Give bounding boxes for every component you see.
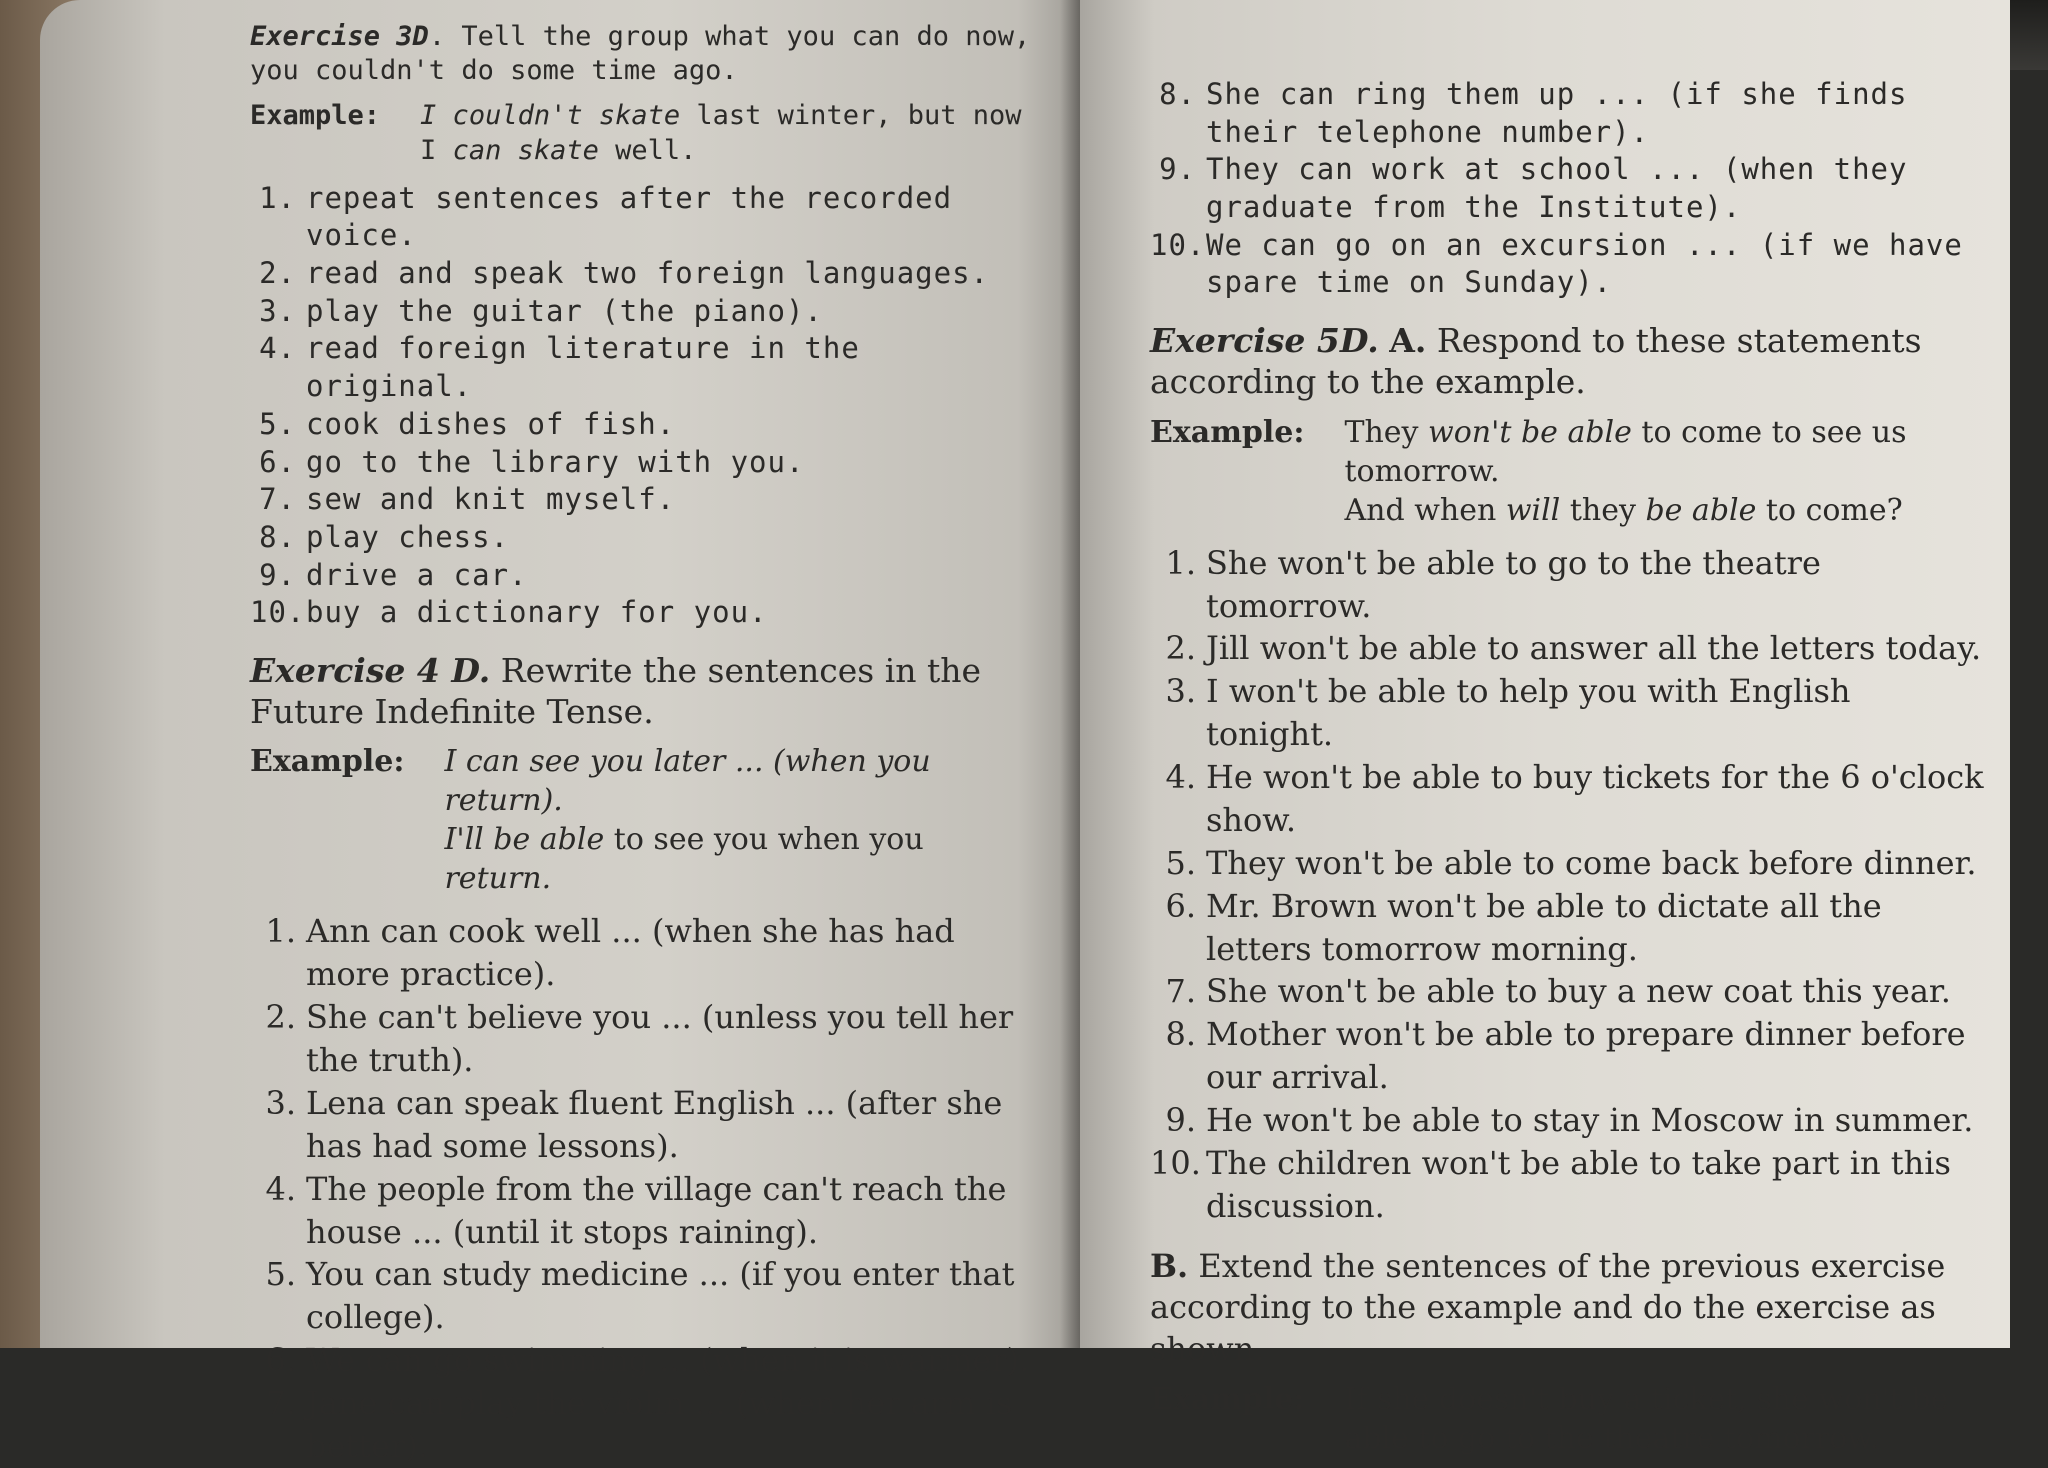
example-plain: And when [1344,492,1506,528]
exercise-3d-title [250,20,1036,88]
part-b-instruction: Extend the sentences of the previous exercise according to the example and do the exercise as shown. [1150,1246,1946,1368]
list-item: 1. repeat sentences after the recorded voice. [259,180,953,253]
exercise-3d-continued [1150,76,1986,302]
list-item: 8. Mother won't be able to prepare dinner before our arrival. [1165,1015,1966,1097]
example-italic: return. [444,861,552,897]
list-item: 8. play chess. [259,519,510,554]
exercise-4d-instruction: Rewrite the sentences in the Future Indefinite Tense. [250,650,982,732]
list-item: 4. He won't be able to buy tickets for the 6 o'clock show. [1165,758,1984,839]
exercise-5d-instruction: Respond to these statements according to the example. [1150,321,1922,402]
list-item: 9. He won't be able to stay in Moscow in summer. [1165,1101,1974,1139]
example-plain: they [1560,492,1646,528]
list-item: 1. Ann can cook well ... (when she has had more practice). [265,912,955,994]
exercise-5d-example [1150,413,1986,530]
example-italic: I couldn't skate [420,99,681,131]
part-a-letter: A. [1389,321,1427,361]
list-item: 1. She won't be able to go to the theatre tomorrow. [1165,543,1821,625]
example-italic: I'll be able [444,822,605,858]
exercise-3d-continued-list [1150,76,1986,302]
list-item: 10. The children won't be able to take part in this discussion. [1150,1143,1951,1225]
exercise-3d-label: Exercise 3D [250,21,429,52]
example-plain: They [1344,414,1429,450]
example-label: Example: [1150,1382,1305,1418]
list-item: 5. They won't be able to come back before dinner. [1165,843,1977,882]
list-item: 2. read and speak two foreign languages. [259,256,990,291]
exercise-4d-example [250,742,1036,898]
example-italic: won't be able [1428,414,1632,450]
right-page [1080,0,2010,1457]
list-item: 9. They can work at school ... (when they graduate from the Institute). [1159,152,1908,225]
exercise-4d-title [250,650,1036,733]
example-text [444,742,1036,898]
exercise-4d-list [250,910,1036,1467]
list-item: 2. Jill won't be able to answer all the letters today. [1165,629,1982,668]
list-item: 5. You can study medicine ... (if you enter that college). [265,1255,1015,1337]
list-item: 3. play the guitar (the piano). [259,293,823,328]
exercise-5d [1150,320,1986,1458]
exercise-5d-title [1150,320,1986,403]
exercise-5d-label: Exercise 5D. [1150,321,1379,361]
list-item: 3. Lena can speak fluent English ... (after she has had some lessons). [265,1083,1003,1165]
list-item: 6. go to the library with you. [259,444,805,479]
exercise-4d [250,650,1036,1468]
exercise-3d-list [250,180,1036,632]
list-item: 4. The people from the village can't reach the house ... (until it stops raining). [265,1169,1007,1251]
example-text: If she doesn't buy a ticket, she won't be able to go to the theatre tomorrow. [1344,1382,1949,1457]
example-plain: to come? [1756,492,1903,528]
exercise-3d-instruction: . Tell the group what you can do now, you couldn't do some time ago. [250,21,1031,86]
list-item: 7. She won't be able to buy a new coat this year. [1165,972,1951,1011]
example-plain: to come to see us tomorrow. [1344,414,1907,489]
list-item: 10. We can go on an excursion ... (if we have spare time on Sunday). [1150,227,1963,300]
example-plain: to see you when you [604,822,924,858]
exercise-5d-part-b [1150,1246,1986,1371]
example-label: Example: [1150,414,1305,450]
example-text [420,98,1036,168]
exercise-3d-example [250,98,1036,168]
exercise-5d-list [1150,542,1986,1228]
example-label: Example: [250,744,405,780]
left-page [40,0,1080,1465]
exercise-4d-label: Exercise 4 D. [250,650,491,690]
list-item: 7. Jane can play the violin ... (when her arm is better). [265,1384,1013,1465]
list-item: 2. She can't believe you ... (unless you tell her the truth). [265,998,1014,1080]
list-item: 6. We can go swimming ... (when it is warmer). [265,1341,1030,1380]
part-b-letter: B. [1150,1246,1189,1285]
example-plain: last winter, but now I [420,99,1022,166]
list-item: 5. cook dishes of fish. [259,406,676,441]
example-line: I can see you later ... (when you return). [444,744,931,819]
list-item: 6. Mr. Brown won't be able to dictate all the letters tomorrow morning. [1165,886,1882,968]
list-item: 4. read foreign literature in the original. [259,331,860,404]
example-italic: be able [1645,492,1757,528]
exercise-3d [250,20,1036,632]
example-italic: can skate [452,134,599,166]
example-plain: well. [598,134,697,166]
list-item: 10. buy a dictionary for you. [250,595,768,630]
list-item: 8. She can ring them up ... (if she finds their telephone number). [1159,77,1908,149]
example-label: Example: [250,99,381,131]
example-text [1344,413,1986,530]
list-item: 9. drive a car. [259,557,528,592]
list-item: 3. I won't be able to help you with English tonight. [1165,672,1851,754]
exercise-5d-part-b-example [1150,1380,1986,1458]
example-italic: will [1505,492,1561,528]
list-item: 7. sew and knit myself. [259,482,676,517]
